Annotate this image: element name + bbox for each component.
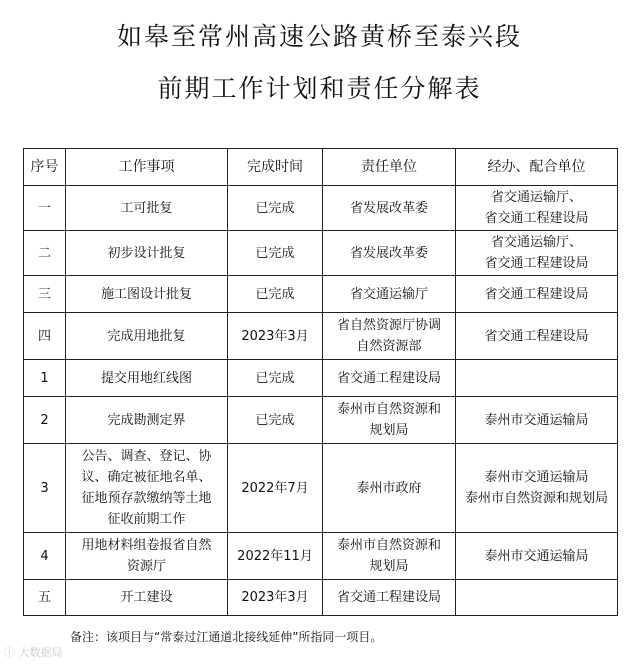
plan-table <box>23 148 618 616</box>
cell-item <box>66 580 228 616</box>
cell-no: 3 <box>24 444 66 533</box>
cell-item-line: 征收前期工作 <box>107 512 186 527</box>
cell-item <box>66 313 228 360</box>
cell-time: 2022年7月 <box>228 444 323 533</box>
table-row <box>24 186 618 231</box>
cell-resp <box>323 186 456 231</box>
document-title-line1: 如皋至常州高速公路黄桥至泰兴段 <box>116 22 522 51</box>
cell-resp-line: 省交通工程建设局 <box>336 370 441 386</box>
cell-resp-line: 泰州市自然资源和 <box>336 538 441 553</box>
cell-coop-line: 泰州市交通运输局 <box>484 470 589 485</box>
table-row <box>24 533 618 580</box>
table-row <box>24 276 618 313</box>
cell-no: 2 <box>24 397 66 444</box>
cell-coop-line: 省交通工程建设局 <box>484 256 589 271</box>
cell-resp-line: 省发展改革委 <box>349 245 428 261</box>
cell-item-line: 公告、调查、登记、协 <box>81 449 212 464</box>
cell-no: 1 <box>24 360 66 397</box>
cell-item-line: 施工图设计批复 <box>100 286 192 302</box>
cell-resp <box>323 360 456 397</box>
table-row <box>24 397 618 444</box>
cell-resp <box>323 313 456 360</box>
footnote: 备注：该项目与“常泰过江通道北接线延伸”所指同一项目。 <box>70 630 383 644</box>
cell-resp-line: 省交通工程建设局 <box>336 590 441 605</box>
cell-no: 三 <box>24 276 66 313</box>
cell-time: 2023年3月 <box>228 580 323 616</box>
cell-resp-line: 省交通运输厅 <box>349 286 428 302</box>
table-row <box>24 313 618 360</box>
cell-coop-line: 泰州市交通运输局 <box>484 412 589 428</box>
cell-item <box>66 444 228 533</box>
cell-resp <box>323 397 456 444</box>
cell-coop <box>456 186 618 231</box>
header-coop: 经办、配合单位 <box>456 149 618 186</box>
cell-no: 4 <box>24 533 66 580</box>
cell-item-line: 初步设计批复 <box>107 245 186 261</box>
cell-item-line: 资源厅 <box>126 559 166 574</box>
cell-resp <box>323 533 456 580</box>
cell-resp <box>323 444 456 533</box>
table-row <box>24 360 618 397</box>
cell-coop <box>456 397 618 444</box>
cell-coop-line: 省交通工程建设局 <box>484 211 589 226</box>
cell-resp-line: 自然资源部 <box>356 339 422 354</box>
header-no: 序号 <box>24 149 66 186</box>
cell-coop <box>456 580 618 616</box>
cell-item <box>66 533 228 580</box>
document-title-line2: 前期工作计划和责任分解表 <box>157 74 482 103</box>
cell-time: 2022年11月 <box>228 533 323 580</box>
cell-resp <box>323 231 456 276</box>
cell-resp-line: 规划局 <box>369 559 409 574</box>
cell-coop-line: 省交通工程建设局 <box>484 286 589 302</box>
cell-resp-line: 泰州市政府 <box>356 480 422 496</box>
cell-item <box>66 186 228 231</box>
header-time: 完成时间 <box>228 149 323 186</box>
header-item: 工作事项 <box>66 149 228 186</box>
table-row <box>24 231 618 276</box>
table-row <box>24 444 618 533</box>
cell-time: 已完成 <box>228 397 323 444</box>
cell-item-line: 完成用地批复 <box>107 328 186 344</box>
cell-no: 一 <box>24 186 66 231</box>
cell-time: 已完成 <box>228 186 323 231</box>
cell-item <box>66 397 228 444</box>
cell-coop-line: 泰州市交通运输局 <box>484 548 589 564</box>
cell-coop <box>456 444 618 533</box>
cell-item-line: 用地材料组卷报省自然 <box>81 538 212 553</box>
cell-time: 已完成 <box>228 231 323 276</box>
cell-no: 四 <box>24 313 66 360</box>
cell-resp-line: 规划局 <box>369 423 409 438</box>
cell-coop <box>456 533 618 580</box>
header-resp: 责任单位 <box>323 149 456 186</box>
watermark: ⓘ 大数据局 <box>4 646 63 659</box>
cell-item-line: 完成勘测定界 <box>107 412 186 428</box>
cell-coop-line: 省交通运输厅、 <box>490 235 582 250</box>
cell-coop-line: 省交通运输厅、 <box>490 190 582 205</box>
cell-coop-line: 省交通工程建设局 <box>484 328 589 344</box>
cell-time: 已完成 <box>228 360 323 397</box>
cell-resp-line: 省发展改革委 <box>349 200 428 216</box>
cell-resp-line: 省自然资源厅协调 <box>336 318 441 333</box>
cell-time: 已完成 <box>228 276 323 313</box>
cell-resp <box>323 580 456 616</box>
cell-item <box>66 231 228 276</box>
cell-coop <box>456 276 618 313</box>
cell-resp <box>323 276 456 313</box>
cell-coop-line: 泰州市自然资源和规划局 <box>464 491 608 506</box>
cell-resp-line: 泰州市自然资源和 <box>336 402 441 417</box>
cell-time: 2023年3月 <box>228 313 323 360</box>
cell-no: 五 <box>24 580 66 616</box>
table-row <box>24 580 618 616</box>
cell-coop <box>456 313 618 360</box>
cell-item-line: 议、确定被征地名单、 <box>81 470 212 485</box>
cell-no: 二 <box>24 231 66 276</box>
cell-coop <box>456 360 618 397</box>
cell-item <box>66 360 228 397</box>
cell-item-line: 开工建设 <box>120 590 173 605</box>
table-header-row <box>24 149 618 186</box>
cell-coop <box>456 231 618 276</box>
cell-item-line: 提交用地红线图 <box>100 370 192 386</box>
cell-item <box>66 276 228 313</box>
cell-item-line: 工可批复 <box>120 200 173 216</box>
cell-item-line: 征地预存款缴纳等土地 <box>81 491 212 506</box>
